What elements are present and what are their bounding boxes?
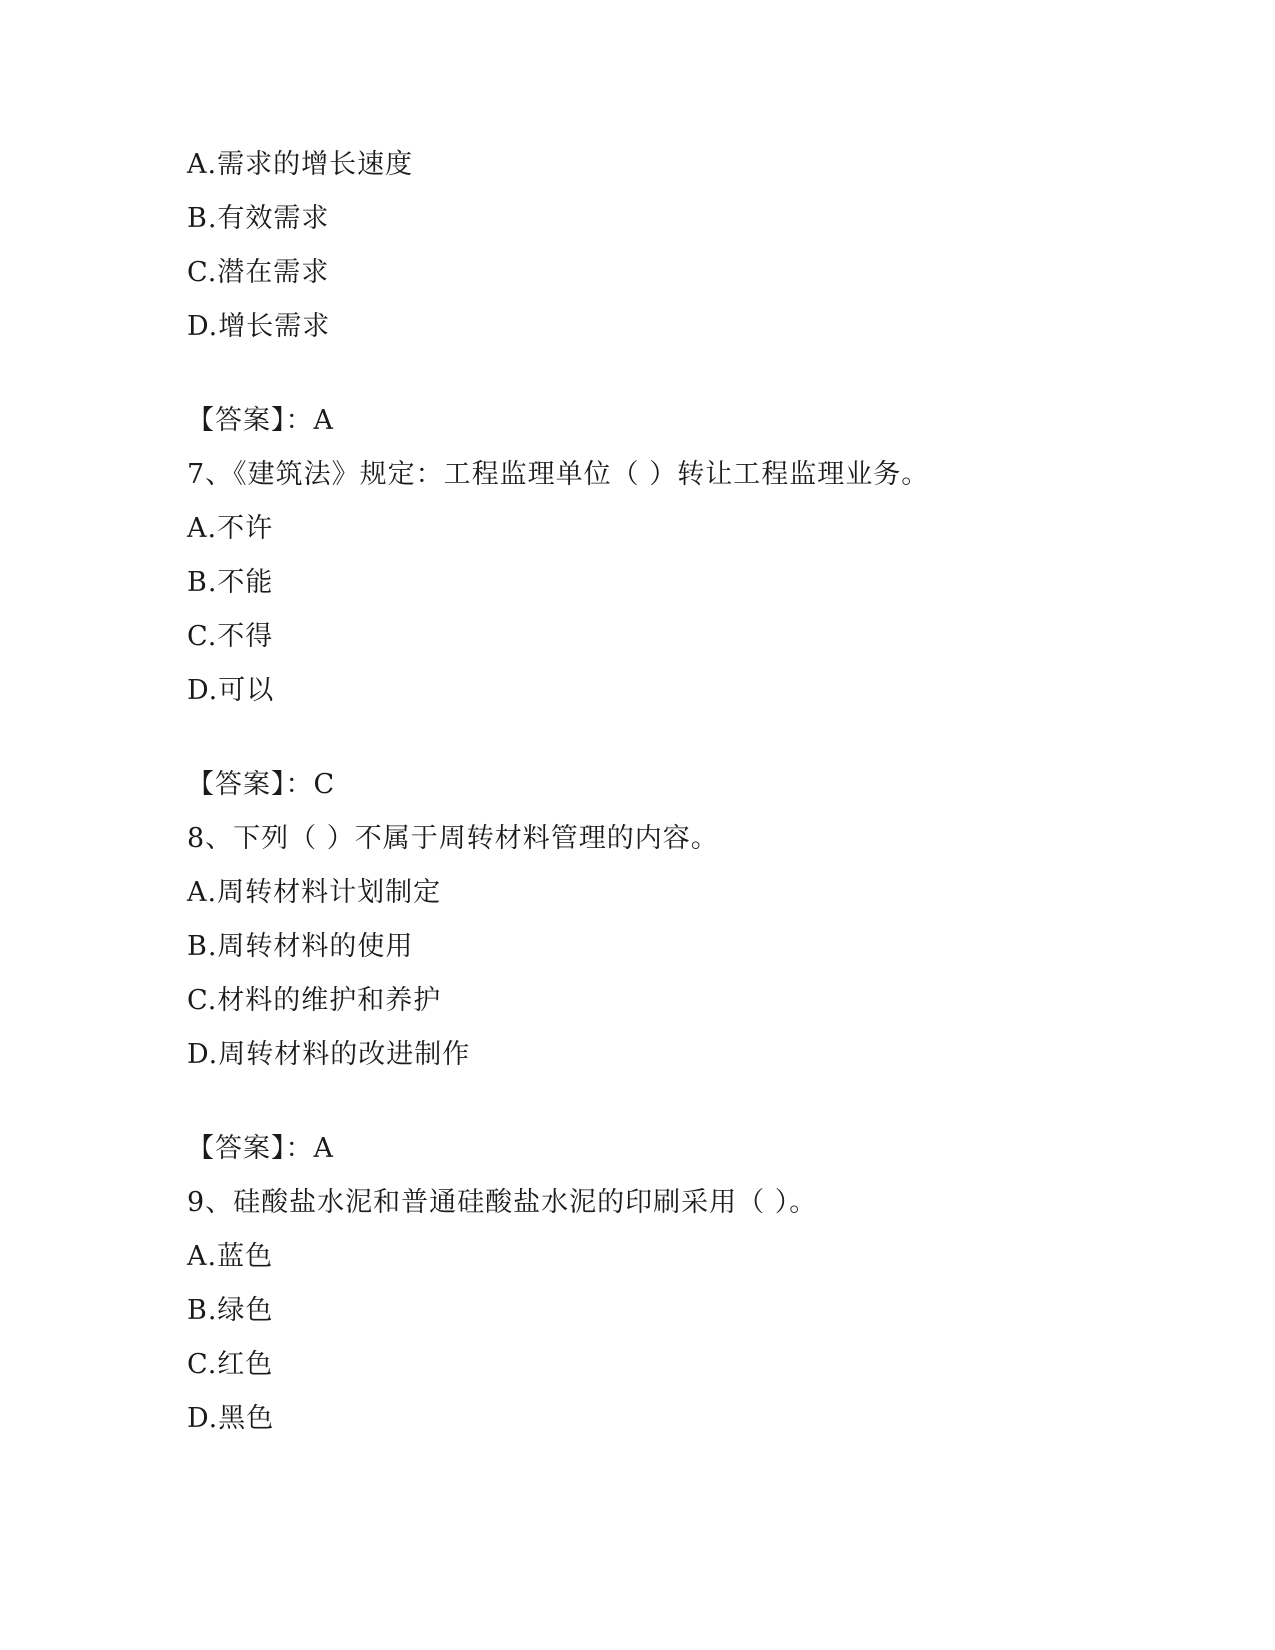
- q6-option-d: D.增长需求: [187, 311, 331, 342]
- q9-option-b: B.绿色: [187, 1295, 274, 1326]
- q7-stem: 7、《建筑法》规定：工程监理单位（ ）转让工程监理业务。: [187, 459, 930, 490]
- q7-answer: 【答案】：C: [187, 769, 336, 800]
- q6-answer: 【答案】：A: [187, 405, 334, 436]
- q9-option-a: A.蓝色: [187, 1241, 274, 1272]
- q9-option-c: C.红色: [187, 1349, 274, 1380]
- q7-option-b: B.不能: [187, 567, 274, 598]
- q6-option-c: C.潜在需求: [187, 257, 330, 288]
- q8-stem: 8、下列（ ）不属于周转材料管理的内容。: [187, 823, 719, 854]
- q8-option-c: C.材料的维护和养护: [187, 985, 442, 1016]
- q6-option-b: B.有效需求: [187, 203, 330, 234]
- q9-stem: 9、硅酸盐水泥和普通硅酸盐水泥的印刷采用（ ）。: [187, 1187, 818, 1218]
- q8-option-d: D.周转材料的改进制作: [187, 1039, 471, 1070]
- q7-option-a: A.不许: [187, 513, 274, 544]
- q6-option-a: A.需求的增长速度: [187, 149, 414, 180]
- q9-option-d: D.黑色: [187, 1403, 275, 1434]
- q8-option-b: B.周转材料的使用: [187, 931, 414, 962]
- q7-option-c: C.不得: [187, 621, 274, 652]
- q8-answer: 【答案】：A: [187, 1133, 334, 1164]
- q7-option-d: D.可以: [187, 675, 275, 706]
- q8-option-a: A.周转材料计划制定: [187, 877, 442, 908]
